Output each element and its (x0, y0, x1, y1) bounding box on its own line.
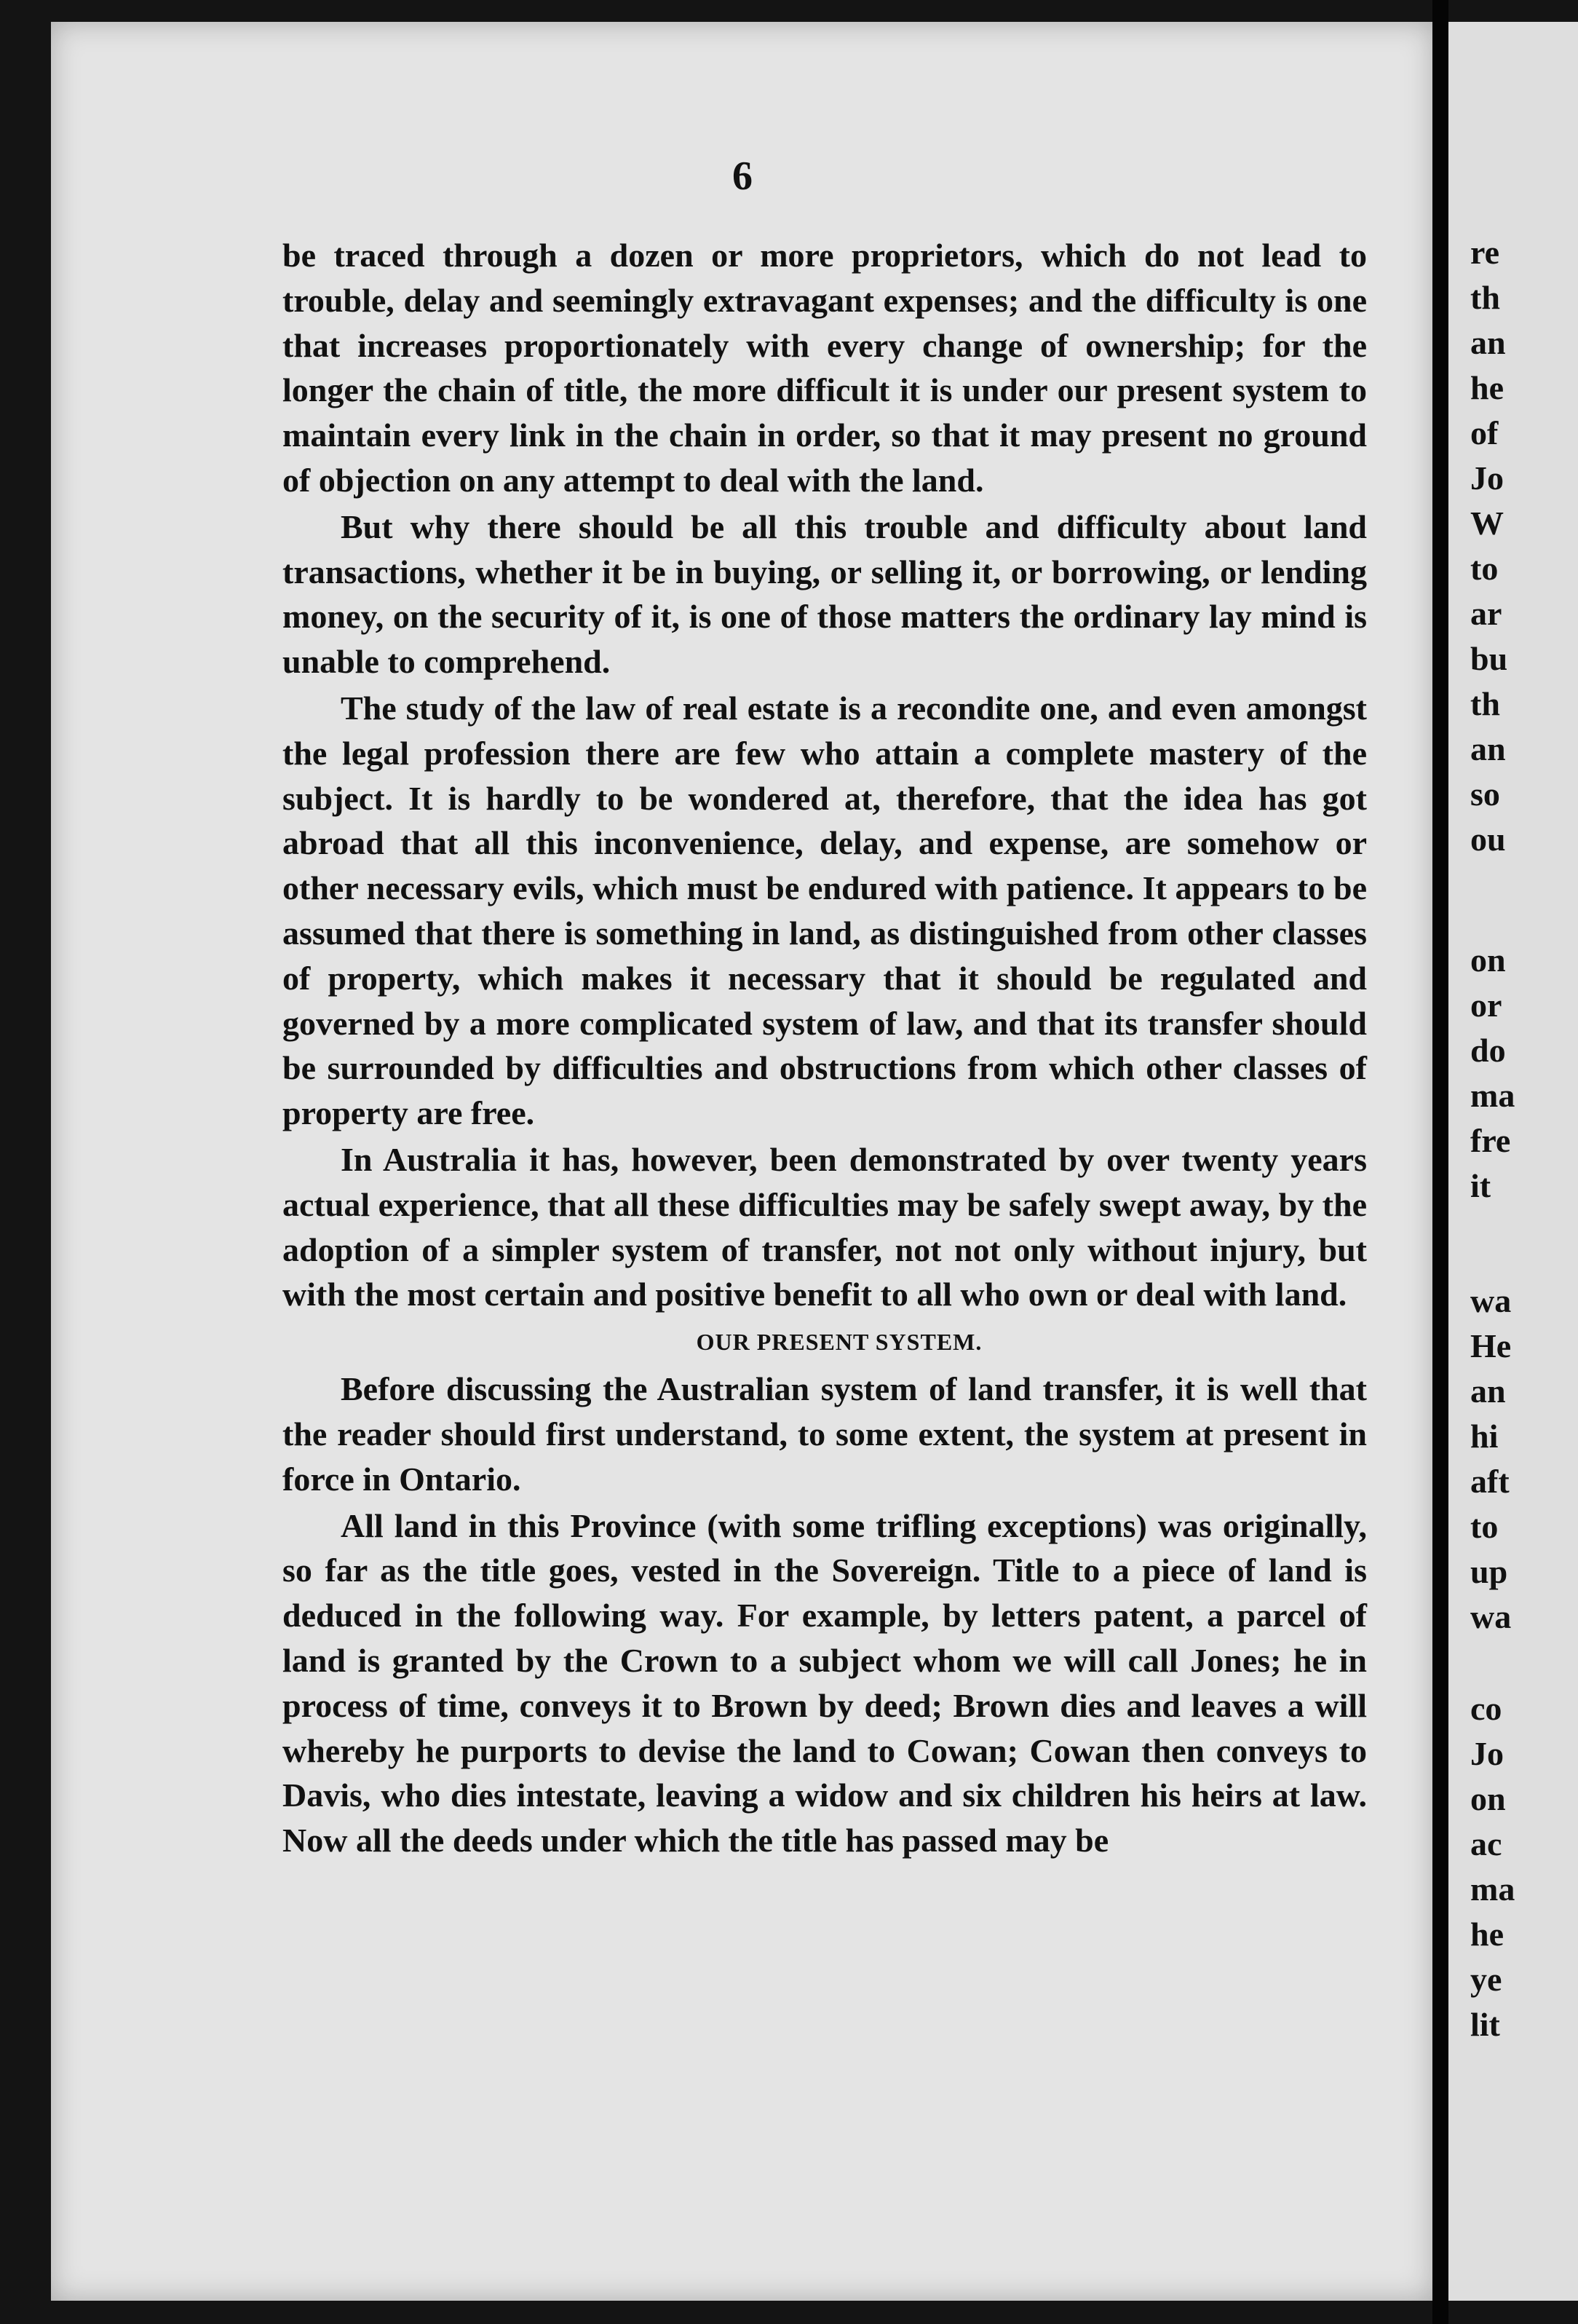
facing-page-fragment: on (1470, 1780, 1506, 1817)
facing-page-fragment: th (1470, 685, 1500, 722)
facing-page-fragment: aft (1470, 1463, 1510, 1500)
facing-page-fragment: he (1470, 1916, 1504, 1953)
facing-page-fragment: co (1470, 1690, 1502, 1727)
facing-page-fragment: an (1470, 1372, 1506, 1410)
facing-page-fragment: he (1470, 369, 1504, 406)
facing-page-fragment: Jo (1470, 459, 1504, 497)
facing-page-fragment: lit (1470, 2006, 1500, 2043)
facing-page-fragment: ma (1470, 1077, 1515, 1114)
facing-page-fragment: wa (1470, 1282, 1512, 1319)
facing-page-fragment: ye (1470, 1961, 1502, 1998)
facing-page-fragment: Jo (1470, 1735, 1504, 1772)
facing-page-fragment: of (1470, 414, 1499, 451)
section-heading: OUR PRESENT SYSTEM. (696, 1329, 983, 1356)
facing-page-fragment: ou (1470, 821, 1506, 858)
facing-page-fragment: re (1470, 234, 1500, 271)
facing-page-fragment: to (1470, 1508, 1499, 1545)
facing-page-edge (1448, 22, 1578, 2301)
paragraph-land-title: All land in this Province (with some trifling exceptions) was originally, so far as the title goes, vested in the Sovereign. Title to a piece of land is deduced in the following way. For example, by letters patent, a parcel of land is granted by the Crown to a subject whom we will call Jones; he in process of time, conveys it to Brown by deed; Brown dies and leaves a will whereby he purports to devise the land to Cowan; Cowan then conveys to Davis, who dies intestate, leaving a widow and six children his heirs at law. Now all the deeds under which the title has passed may be (282, 1506, 1367, 1859)
facing-page-fragment: He (1470, 1327, 1512, 1364)
paragraph-australia: In Australia it has, however, been demonstrated by over twenty years actual experience, that all these difficulties may be safely swept away, by the adoption of a simpler system of transfer, not not only without injury, but with the most certain and positive benefit to all who own or deal with land. (282, 1140, 1367, 1313)
facing-page-fragment: ma (1470, 1870, 1515, 1908)
page-number: 6 (732, 154, 753, 199)
facing-page-fragment: fre (1470, 1122, 1511, 1159)
facing-page-fragment: hi (1470, 1418, 1499, 1455)
facing-page-fragment: an (1470, 324, 1506, 361)
page-body (282, 233, 1367, 1865)
facing-page-fragment: so (1470, 775, 1500, 813)
facing-page-fragment: th (1470, 279, 1500, 316)
facing-page-fragment: to (1470, 550, 1499, 587)
facing-page-fragment: ar (1470, 595, 1502, 632)
facing-page-fragment: up (1470, 1553, 1508, 1590)
paragraph-trouble: But why there should be all this trouble and difficulty about land transactions, whether it be in buying, or selling it, or borrowing, or lending money, on the security of it, is one of those matters the ordinary lay mind is unable to comprehend. (282, 507, 1367, 681)
facing-page-fragment: or (1470, 987, 1502, 1024)
facing-page-fragment: bu (1470, 640, 1508, 677)
facing-page-fragment: ac (1470, 1825, 1502, 1862)
facing-page-fragment: wa (1470, 1598, 1512, 1635)
facing-page-fragment: an (1470, 730, 1506, 767)
facing-page-fragment: on (1470, 941, 1506, 979)
paragraph-real-estate-law: The study of the law of real estate is a recondite one, and even amongst the legal profession there are few who attain a complete mastery of the subject. It is hardly to be wondered at, therefore, that the idea has got abroad that all this inconvenience, delay, and expense, are somehow or other necessary evils, which must be endured with patience. It appears to be assumed that there is something in land, as distinguished from other classes of property, which makes it necessary that it should be regulated and governed by a more complicated system of law, and that its transfer should be surrounded by difficulties and obstructions from which other classes of property are free. (282, 689, 1367, 1132)
page-gutter (1432, 0, 1448, 2324)
paragraph-before-discussing: Before discussing the Australian system of land transfer, it is well that the reader should first understand, to some extent, the system at present in force in Ontario. (282, 1370, 1367, 1498)
facing-page-fragment: W (1470, 505, 1504, 542)
facing-page-fragment: it (1470, 1167, 1491, 1204)
facing-page-fragment: do (1470, 1032, 1506, 1069)
scanned-page (51, 22, 1434, 2301)
paragraph-continuation: be traced through a dozen or more proprietors, which do not lead to trouble, delay and seemingly extravagant expenses; and the difficulty is one that increases proportionately with every change of ownership; for the longer the chain of title, the more difficult it is under our present system to maintain every link in the chain in order, so that it may present no ground of objection on any attempt to deal with the land. (282, 237, 1367, 499)
